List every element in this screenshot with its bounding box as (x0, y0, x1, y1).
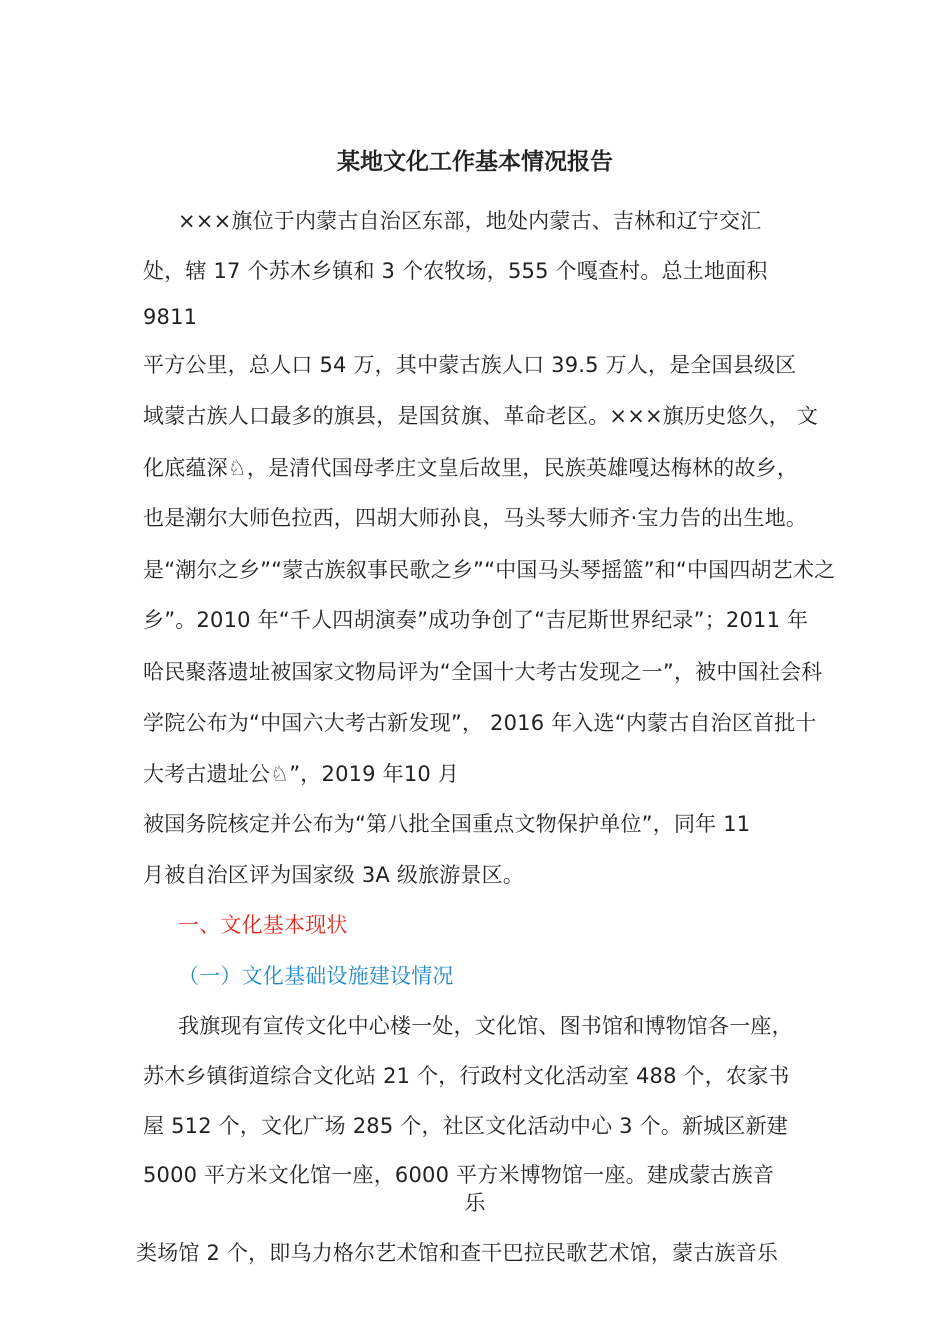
paragraph-line: 化底蕴深♘，是清代国母孝庄文皇后故里，民族英雄嘎达梅林的故乡， (143, 456, 799, 480)
paragraph-line: 哈民聚落遗址被国家文物局评为“全国十大考古发现之一”，被中国社会科 (143, 660, 823, 684)
subsection-heading: （一）文化基础设施建设情况 (178, 964, 454, 988)
paragraph-line: 5000 平方米文化馆一座，6000 平方米博物馆一座。建成蒙古族音 (143, 1163, 775, 1187)
paragraph-line: ×××旗位于内蒙古自治区东部，地处内蒙古、吉林和辽宁交汇 (178, 209, 762, 233)
paragraph-line: 乡”。2010 年“千人四胡演奏”成功争创了“吉尼斯世界纪录”；2011 年 (143, 608, 809, 632)
paragraph-line: 学院公布为“中国六大考古新发现”， 2016 年入选“内蒙古自治区首批十 (143, 711, 817, 735)
paragraph-line: 处，辖 17 个苏木乡镇和 3 个农牧场，555 个嘎查村。总土地面积 (143, 259, 768, 283)
paragraph-line: 乐 (464, 1191, 486, 1215)
paragraph-line: 是“潮尔之乡”“蒙古族叙事民歌之乡”“中国马头琴摇篮”和“中国四胡艺术之 (143, 558, 836, 582)
paragraph-line: 9811 (143, 305, 198, 329)
paragraph-line: 屋 512 个，文化广场 285 个，社区文化活动中心 3 个。新城区新建 (143, 1114, 788, 1138)
paragraph-line: 类场馆 2 个，即乌力格尔艺术馆和查干巴拉民歌艺术馆，蒙古族音乐 (136, 1241, 779, 1265)
paragraph-line: 苏木乡镇街道综合文化站 21 个，行政村文化活动室 488 个，农家书 (143, 1064, 790, 1088)
paragraph-line: 我旗现有宣传文化中心楼一处，文化馆、图书馆和博物馆各一座， (178, 1014, 793, 1038)
paragraph-line: 大考古遗址公♘”，2019 年10 月 (143, 762, 460, 786)
paragraph-line: 也是潮尔大师色拉西，四胡大师孙良，马头琴大师齐·宝力告的出生地。 (143, 506, 808, 530)
paragraph-line: 月被自治区评为国家级 3A 级旅游景区。 (143, 863, 525, 887)
paragraph-line: 平方公里，总人口 54 万，其中蒙古族人口 39.5 万人，是全国县级区 (143, 353, 797, 377)
paragraph-line: 被国务院核定并公布为“第八批全国重点文物保护单位”，同年 11 (143, 812, 751, 836)
section-heading: 一、文化基本现状 (178, 913, 348, 937)
document-title: 某地文化工作基本情况报告 (337, 149, 613, 175)
paragraph-line: 域蒙古族人口最多的旗县，是国贫旗、革命老区。×××旗历史悠久， 文 (143, 404, 819, 428)
